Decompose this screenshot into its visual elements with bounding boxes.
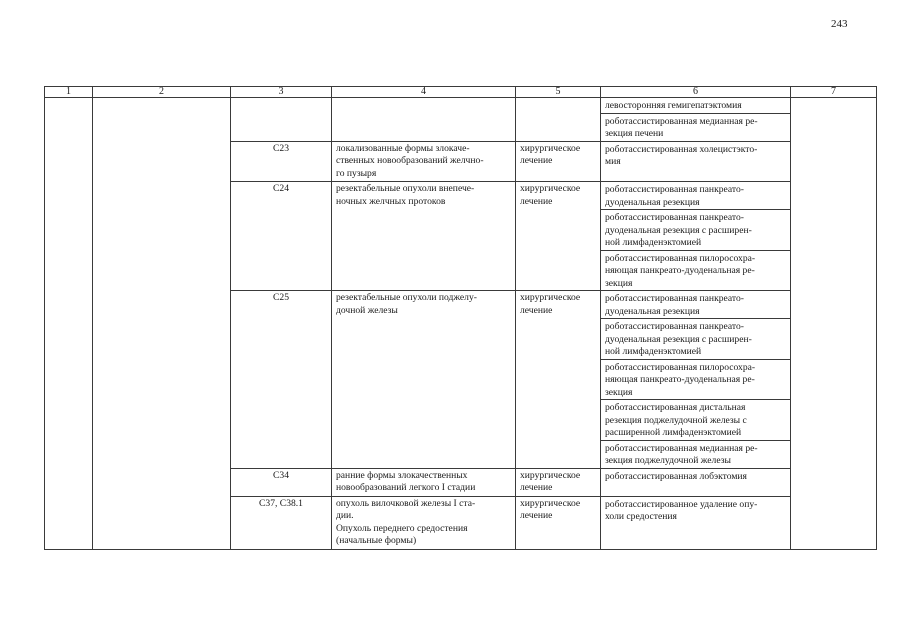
method-line: дуоденальная резекция — [605, 305, 700, 317]
treatment-line: лечение — [520, 195, 553, 207]
treatment-method — [601, 440, 791, 468]
method-line: ной лимфаденэктомией — [605, 237, 702, 248]
diagnosis-line: резектабельные опухоли поджелу- — [336, 292, 477, 303]
diagnosis-line: Опухоль переднего средостения — [336, 522, 468, 534]
method-line: роботассистированная лобэктомия — [605, 470, 747, 482]
method-line: зекция поджелудочной железы — [605, 455, 731, 466]
treatment-method — [601, 496, 791, 549]
method-line: роботассистированная панкреато- — [605, 321, 744, 332]
diagnosis-line: опухоль вилочковой железы I ста- — [336, 497, 476, 509]
code-text: C37, C38.1 — [259, 497, 303, 509]
diagnosis-description — [332, 98, 516, 142]
treatment-line: лечение — [520, 304, 553, 316]
column-number: 6 — [601, 87, 791, 98]
diagnosis-line: ранние формы злокачественных — [336, 469, 468, 481]
method-line: левосторонняя гемигепатэктомия — [605, 100, 742, 111]
method-line: зекция — [605, 277, 633, 289]
treatment-method — [601, 113, 791, 141]
diagnosis-code — [231, 291, 332, 469]
treatment-line: хирургическое — [520, 497, 581, 509]
diagnosis-description — [332, 291, 516, 469]
method-line: расширенной лимфаденэктомией — [605, 427, 742, 438]
cell-col1 — [45, 98, 93, 550]
method-line: мия — [605, 156, 621, 167]
treatment-type — [516, 182, 601, 291]
treatment-method — [601, 359, 791, 400]
treatment-line: хирургическое — [520, 292, 581, 303]
cell-col7 — [791, 98, 877, 550]
method-line: роботассистированная медианная ре- — [605, 115, 758, 127]
treatment-method — [601, 400, 791, 441]
diagnosis-code — [231, 98, 332, 142]
treatment-line: лечение — [520, 510, 553, 521]
treatment-method — [601, 98, 791, 114]
treatment-type — [516, 141, 601, 182]
diagnosis-line: (начальные формы) — [336, 535, 417, 546]
method-line: роботассистированная медианная ре- — [605, 442, 758, 454]
treatment-type — [516, 468, 601, 496]
diagnosis-line: ственных новообразований желчно- — [336, 155, 484, 166]
treatment-method — [601, 319, 791, 360]
diagnosis-code — [231, 141, 332, 182]
diagnosis-description — [332, 141, 516, 182]
diagnosis-line: дии. — [336, 510, 354, 521]
diagnosis-description — [332, 182, 516, 291]
column-number: 2 — [93, 87, 231, 98]
method-line: роботассистированная пилоросохра- — [605, 252, 756, 264]
column-number: 1 — [45, 87, 93, 98]
diagnosis-description — [332, 468, 516, 496]
treatment-type — [516, 291, 601, 469]
column-number: 4 — [332, 87, 516, 98]
diagnosis-line: ночных желчных протоков — [336, 195, 446, 207]
diagnosis-code — [231, 468, 332, 496]
method-line: роботассистированная панкреато- — [605, 293, 744, 304]
method-line: роботассистированная пилоросохра- — [605, 361, 756, 373]
method-line: роботассистированная панкреато- — [605, 212, 744, 223]
treatment-line: хирургическое — [520, 183, 581, 194]
code-text: C23 — [273, 142, 289, 154]
column-number: 5 — [516, 87, 601, 98]
treatment-type — [516, 98, 601, 142]
method-line: роботассистированная холецистэкто- — [605, 143, 758, 155]
treatment-method — [601, 468, 791, 496]
treatment-type — [516, 496, 601, 549]
treatment-method — [601, 250, 791, 291]
method-line: дуоденальная резекция — [605, 196, 700, 208]
method-line: зекция печени — [605, 128, 664, 139]
page-number: 243 — [831, 18, 848, 30]
table-row — [45, 98, 877, 114]
method-line: дуоденальная резекция с расширен- — [605, 333, 752, 345]
diagnosis-code — [231, 182, 332, 291]
method-line: резекция поджелудочной железы с — [605, 414, 747, 426]
method-line: холи средостения — [605, 511, 677, 522]
code-text: C34 — [273, 469, 289, 481]
diagnosis-code — [231, 496, 332, 549]
diagnosis-description — [332, 496, 516, 549]
treatment-line: лечение — [520, 155, 553, 166]
services-table — [44, 86, 877, 550]
treatment-method — [601, 291, 791, 319]
treatment-line: хирургическое — [520, 142, 581, 154]
diagnosis-line: резектабельные опухоли внепече- — [336, 183, 475, 194]
column-number: 3 — [231, 87, 332, 98]
method-line: роботассистированная дистальная — [605, 402, 746, 413]
treatment-line: хирургическое — [520, 469, 581, 481]
column-number: 7 — [791, 87, 877, 98]
treatment-line: лечение — [520, 482, 553, 493]
diagnosis-line: го пузыря — [336, 167, 377, 179]
column-number-row — [45, 87, 877, 98]
code-text: C24 — [273, 183, 289, 194]
code-text: C25 — [273, 292, 289, 303]
method-line: ной лимфаденэктомией — [605, 346, 702, 357]
method-line: роботассистированное удаление опу- — [605, 498, 758, 510]
treatment-method — [601, 141, 791, 182]
method-line: няющая панкреато-дуоденальная ре- — [605, 374, 755, 385]
method-line: дуоденальная резекция с расширен- — [605, 224, 752, 236]
cell-col2 — [93, 98, 231, 550]
method-line: роботассистированная панкреато- — [605, 184, 744, 195]
diagnosis-line: дочной железы — [336, 304, 398, 316]
treatment-method — [601, 210, 791, 251]
diagnosis-line: локализованные формы злокаче- — [336, 142, 470, 154]
diagnosis-line: новообразований легкого I стадии — [336, 482, 476, 493]
method-line: няющая панкреато-дуоденальная ре- — [605, 265, 755, 276]
treatment-method — [601, 182, 791, 210]
method-line: зекция — [605, 386, 633, 398]
